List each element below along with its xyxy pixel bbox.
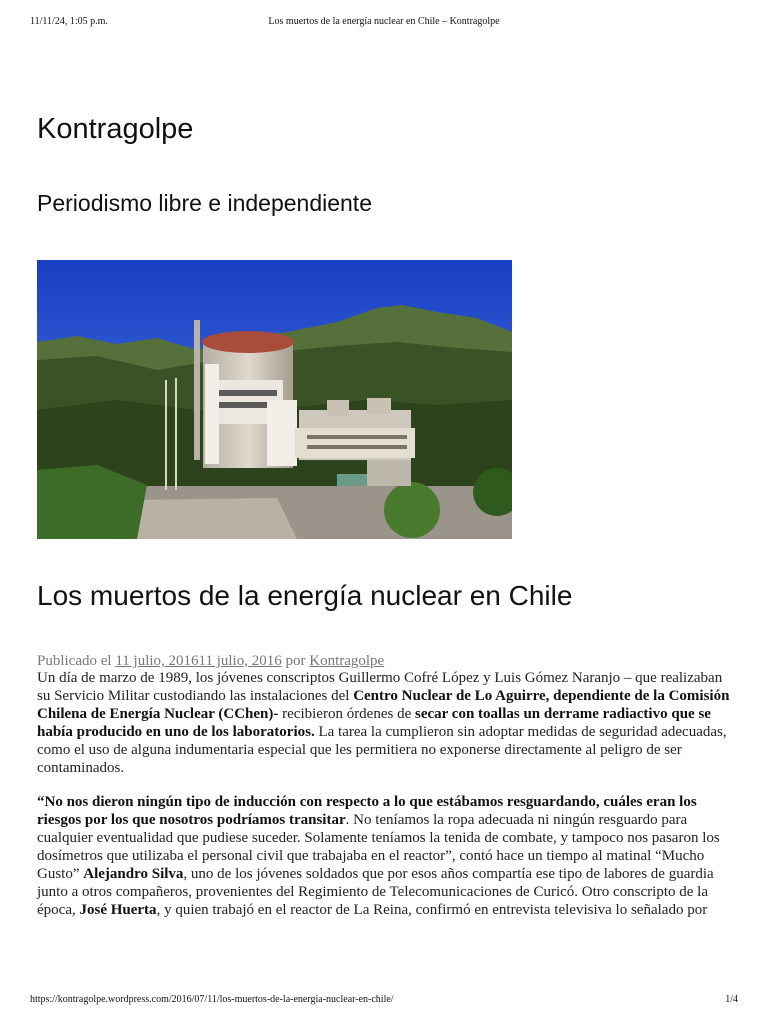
p2-text-3: , y quien trabajó en el reactor de La Reina, confirmó en entrevista televisiva lo señalado por <box>156 902 708 918</box>
paragraph-2 <box>37 793 737 919</box>
print-footer <box>0 994 768 1010</box>
p1-text-2: recibieron órdenes de <box>278 706 415 722</box>
post-content <box>37 669 737 935</box>
p1-text-3: La tarea la cumplieron sin adoptar medidas de seguridad adecuadas, como el uso de alguna indumentaria especial que les permitiera no exponerse directamente al peligro de ser contaminados. <box>37 724 727 776</box>
p2-bold-name-1: Alejandro Silva <box>83 866 184 882</box>
paragraph-1 <box>37 669 737 777</box>
print-page-number: 1/4 <box>725 994 738 1005</box>
p2-bold-quote: “No nos dieron ningún tipo de inducción con respecto a lo que estábamos resguardando, cuáles eran los riesgos por los que nosotros podríamos transitar <box>37 794 697 828</box>
p2-text-1: . No teníamos la ropa adecuada ni ningún resguardo para cualquier eventualidad que pudiese suceder. Solamente teníamos la tenida de combate, y tampoco nos pasaron los dosímetros que utilizaba el personal civil que trabajaba en el reactor”, contó hace un tiempo al matinal “Mucho Gusto” <box>37 812 720 882</box>
post-date-link[interactable]: 11 julio, 201611 julio, 2016 <box>115 653 282 669</box>
p1-bold-2: secar con toallas un derrame radiactivo que se había producido en uno de los laboratorios. <box>37 706 711 740</box>
print-document-title: Los muertos de la energía nuclear en Chile – Kontragolpe <box>268 16 500 27</box>
post-meta <box>37 652 737 670</box>
p1-bold-1: Centro Nuclear de Lo Aguirre, dependiente de la Comisión Chilena de Energía Nuclear (CChen)- <box>37 688 730 722</box>
print-header <box>0 16 768 32</box>
p1-text-1: Un día de marzo de 1989, los jóvenes conscriptos Guillermo Cofré López y Luis Gómez Naranjo – que realizaban su Servicio Militar custodiando las instalaciones del <box>37 670 723 704</box>
p2-bold-name-2: José Huerta <box>79 902 157 918</box>
site-tagline: Periodismo libre e independiente <box>37 190 372 216</box>
print-datetime: 11/11/24, 1:05 p.m. <box>30 16 108 27</box>
meta-prefix: Publicado el <box>37 653 112 669</box>
site-title[interactable]: Kontragolpe <box>37 113 194 145</box>
print-url: https://kontragolpe.wordpress.com/2016/07/11/los-muertos-de-la-energia-nuclear-en-chile/ <box>30 994 394 1005</box>
author-link[interactable]: Kontragolpe <box>309 653 385 669</box>
post-title: Los muertos de la energía nuclear en Chile <box>37 580 573 611</box>
meta-by: por <box>285 653 306 669</box>
hero-image-nuclear-center <box>37 260 512 539</box>
p2-text-2: , uno de los jóvenes soldados que por esos años compartía ese tipo de labores de guardia junto a otros compañeros, provenientes del Regimiento de Telecomunicaciones de Curicó. Otro conscripto de la época, <box>37 866 714 918</box>
